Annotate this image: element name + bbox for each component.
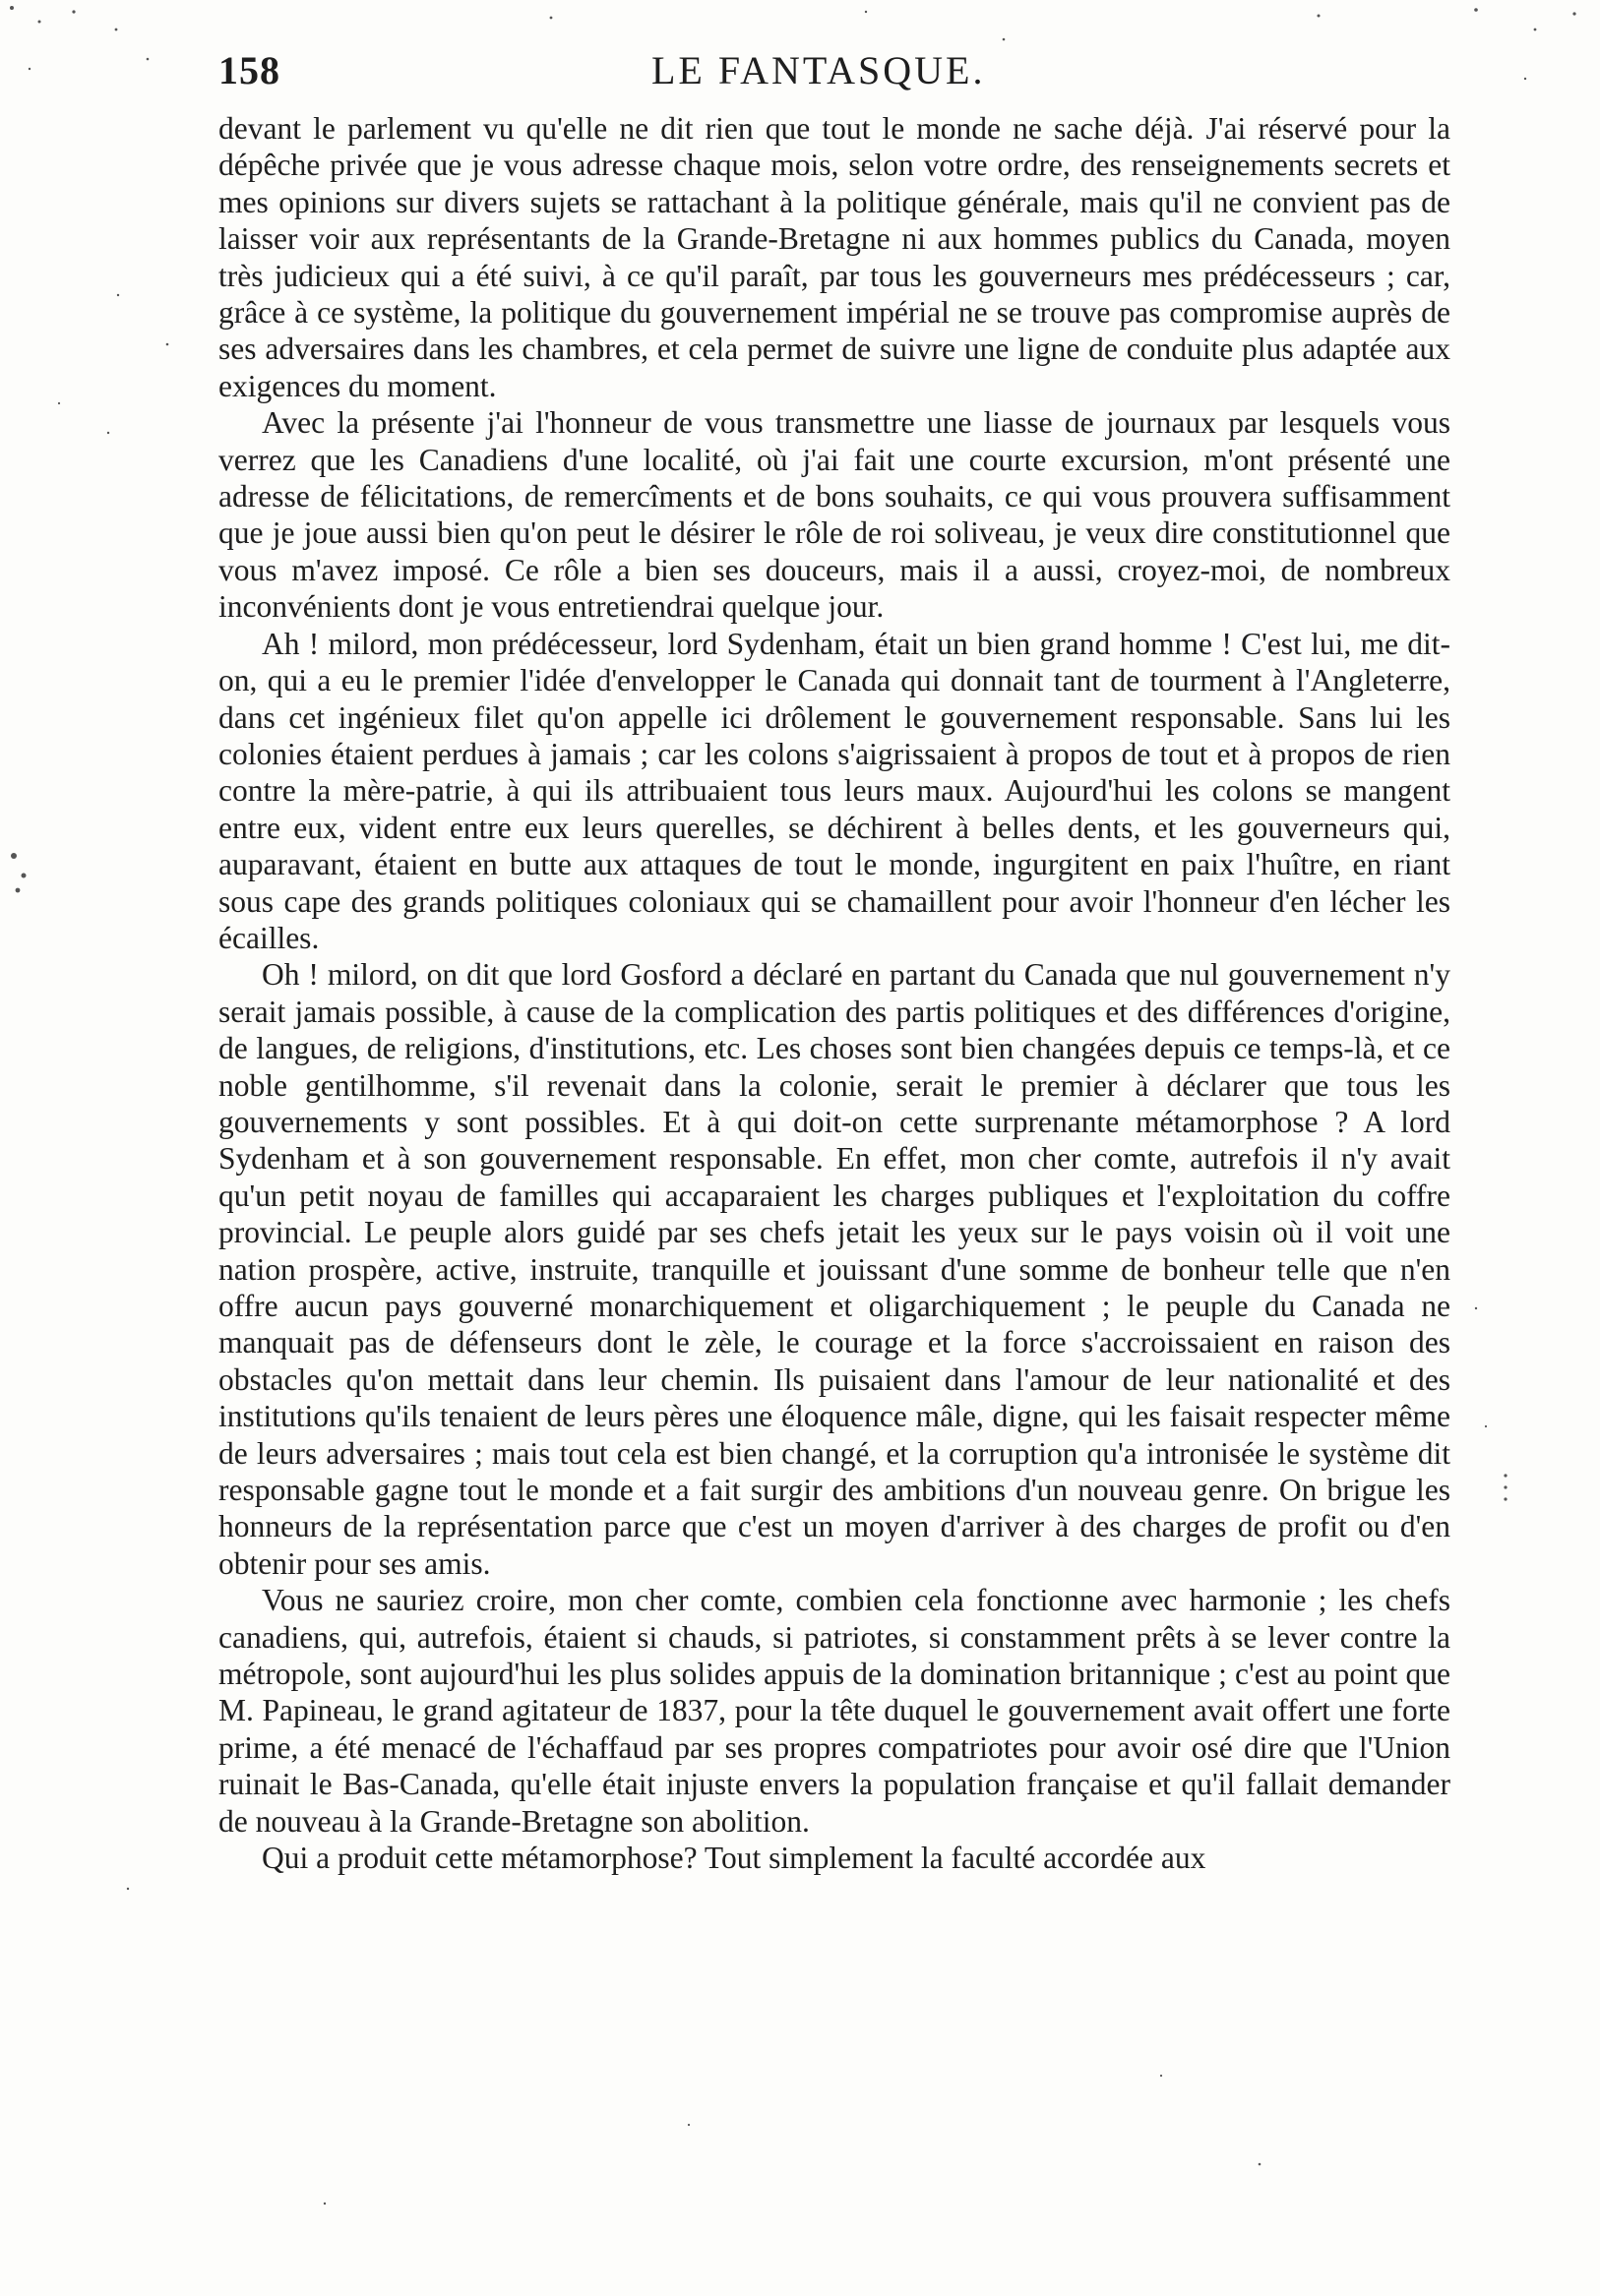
- paragraph-4: Oh ! milord, on dit que lord Gosford a déclaré en partant du Canada que nul gouvernement n'y serait jamais possible, à cause de la complication des partis politiques et des différences d'origine, de langues, de religions, d'institutions, etc. Les choses sont bien changées depuis ce temps-là, et ce noble gentilhomme, s'il revenait dans la colonie, serait le premier à déclarer que tous les gouvernements y sont possibles. Et à qui doit-on cette surprenante métamorphose ? A lord Sydenham et à son gouvernement responsable. En effet, mon cher comte, autrefois il n'y avait qu'un petit noyau de familles qui accaparaient les charges publiques et l'exploitation du coffre provincial. Le peuple alors guidé par ses chefs jetait les yeux sur le pays voisin où il voit une nation prospère, active, instruite, tranquille et jouissant d'une somme de bonheur telle que n'en offre aucun pays gouverné monarchiquement et oligarchiquement ; le peuple du Canada ne manquait pas de défenseurs dont le zèle, le courage et la force s'accroissaient en raison des obstacles qu'on mettait dans leur chemin. Ils puisaient dans l'amour de leur nationalité et des institutions qu'ils tenaient de leurs pères une éloquence mâle, digne, qui les faisait respecter même de leurs adversaires ; mais tout cela est bien changé, et la corruption qu'a intronisée le système dit responsable gagne tout le monde et a fait surgir des ambitions d'un nouveau genre. On brigue les honneurs de la représentation parce que c'est un moyen d'arriver à des charges de profit ou d'en obtenir pour ses amis.: [218, 957, 1450, 1581]
- paragraph-1: devant le parlement vu qu'elle ne dit rien que tout le monde ne sache déjà. J'ai réservé pour la dépêche privée que je vous adresse chaque mois, selon votre ordre, des renseignements secrets et mes opinions sur divers sujets se rattachant à la politique générale, mais qu'il ne convient pas de laisser voir aux représentants de la Grande-Bretagne ni aux hommes publics du Canada, moyen très judicieux qui a été suivi, à ce qu'il paraît, par tous les gouverneurs mes prédécesseurs ; car, grâce à ce système, la politique du gouvernement impérial ne se trouve pas compromise auprès de ses adversaires dans les chambres, et cela permet de suivre une ligne de conduite plus adaptée aux exigences du moment.: [218, 111, 1450, 403]
- paragraph-5: Vous ne sauriez croire, mon cher comte, combien cela fonctionne avec harmonie ; les chefs canadiens, qui, autrefois, étaient si chauds, si patriotes, si constamment prêts à se lever contre la métropole, sont aujourd'hui les plus solides appuis de la domination britannique ; c'est au point que M. Papineau, le grand agitateur de 1837, pour la tête duquel le gouvernement avait offert une forte prime, a été menacé de l'échaffaud par ses propres compatriotes pour avoir osé dire que l'Union ruinait le Bas-Canada, qu'elle était injuste envers la population française et qu'il fallait demander de nouveau à la Grande-Bretagne son abolition.: [218, 1583, 1450, 1839]
- running-head: [218, 41, 1448, 100]
- journal-title: LE FANTASQUE.: [651, 48, 986, 92]
- paragraph-6: Qui a produit cette métamorphose? Tout simplement la faculté accordée aux: [262, 1841, 1206, 1876]
- body-text: [218, 110, 1450, 1877]
- page-number: 158: [218, 48, 280, 92]
- paragraph-3: Ah ! milord, mon prédécesseur, lord Sydenham, était un bien grand homme ! C'est lui, me dit-on, qui a eu le premier l'idée d'envelopper le Canada qui donnait tant de tourment à l'Angleterre, dans cet ingénieux filet qu'on appelle ici drôlement le gouvernement responsable. Sans lui les colonies étaient perdues à jamais ; car les colons s'aigrissaient à propos de tout et à propos de rien contre la mère-patrie, à qui ils attribuaient tous leurs maux. Aujourd'hui les colons se mangent entre eux, vident entre eux leurs querelles, se déchirent à belles dents, et les gouverneurs qui, auparavant, étaient en butte aux attaques de tout le monde, ingurgitent en paix l'huître, en riant sous cape des grands politiques coloniaux qui se chamaillent pour avoir l'honneur d'en lécher les écailles.: [218, 626, 1450, 955]
- paragraph-2: Avec la présente j'ai l'honneur de vous transmettre une liasse de journaux par lesquels vous verrez que les Canadiens d'une localité, où j'ai fait une courte excursion, m'ont présenté une adresse de félicitations, de remercîments et de bons souhaits, ce qui vous prouvera suffisamment que je joue aussi bien qu'on peut le désirer le rôle de roi soliveau, je veux dire constitutionnel que vous m'avez imposé. Ce rôle a bien ses douceurs, mais il a aussi, croyez-moi, de nombreux inconvénients dont je vous entretiendrai quelque jour.: [218, 405, 1450, 625]
